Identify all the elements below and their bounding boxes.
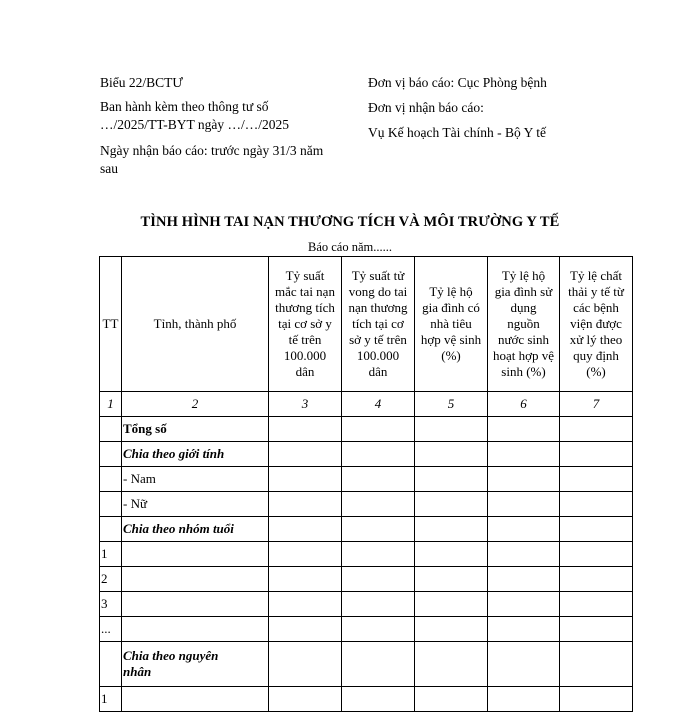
row-number: 2 [100,567,122,592]
table-row [100,492,633,517]
column-number-row: 1 2 3 4 5 6 7 [100,392,633,417]
issued-line-1: Ban hành kèm theo thông tư số [100,99,269,114]
report-year: Báo cáo năm...... [307,240,392,254]
issued-by [100,98,289,134]
table-row [100,642,633,687]
row-ellipsis: ... [100,617,122,642]
header-tt: TT [100,257,122,392]
table-row [100,687,633,712]
row-label-male: - Nam [122,467,269,492]
receiving-unit-label: Đơn vị nhận báo cáo: [368,100,484,115]
row-number: 1 [100,542,122,567]
row-label-by-age: Chia theo nhóm tuổi [122,517,269,542]
table-row [100,517,633,542]
table-row [100,542,633,567]
header-injury-mortality: Tỷ suất tử vong do tai nạn thương tích tại cơ sở y tế trên 100.000 dân [342,257,415,392]
row-label-total: Tổng số [122,417,269,442]
row-number: 1 [100,687,122,712]
row-label-by-gender: Chia theo giới tính [122,442,269,467]
row-number: 3 [100,592,122,617]
receive-date-line-1: Ngày nhận báo cáo: trước ngày 31/3 năm [100,143,324,158]
form-code: Biểu 22/BCTƯ [100,75,183,90]
issued-line-2: …/2025/TT-BYT ngày …/…/2025 [100,117,289,133]
table-row [100,617,633,642]
table-row [100,567,633,592]
receiving-unit: Vụ Kế hoạch Tài chính - Bộ Y tế [368,125,546,140]
table-row [100,442,633,467]
report-table [99,256,633,712]
table-row [100,592,633,617]
table-row [100,417,633,442]
header-medical-waste: Tỷ lệ chất thải y tế từ các bệnh viện được xử lý theo quy định (%) [560,257,633,392]
header-row [100,257,633,392]
header-province: Tỉnh, thành phố [122,257,269,392]
page-title: TÌNH HÌNH TAI NẠN THƯƠNG TÍCH VÀ MÔI TRƯỜNG Y TẾ [140,214,560,230]
header-sanitary-latrine: Tỷ lệ hộ gia đình có nhà tiêu hợp vệ sinh (%) [415,257,488,392]
reporting-unit: Đơn vị báo cáo: Cục Phòng bệnh [368,75,547,90]
header-clean-water: Tỷ lệ hộ gia đình sử dụng nguồn nước sinh hoạt hợp vệ sinh (%) [488,257,560,392]
row-label-female: - Nữ [122,492,269,517]
header-injury-incidence: Tỷ suất mắc tai nạn thương tích tại cơ sở y tế trên 100.000 dân [269,257,342,392]
row-label-by-cause: Chia theo nguyên nhân [122,642,269,687]
receive-date-line-2: sau [100,161,118,177]
table-row [100,467,633,492]
receive-date [100,142,370,178]
